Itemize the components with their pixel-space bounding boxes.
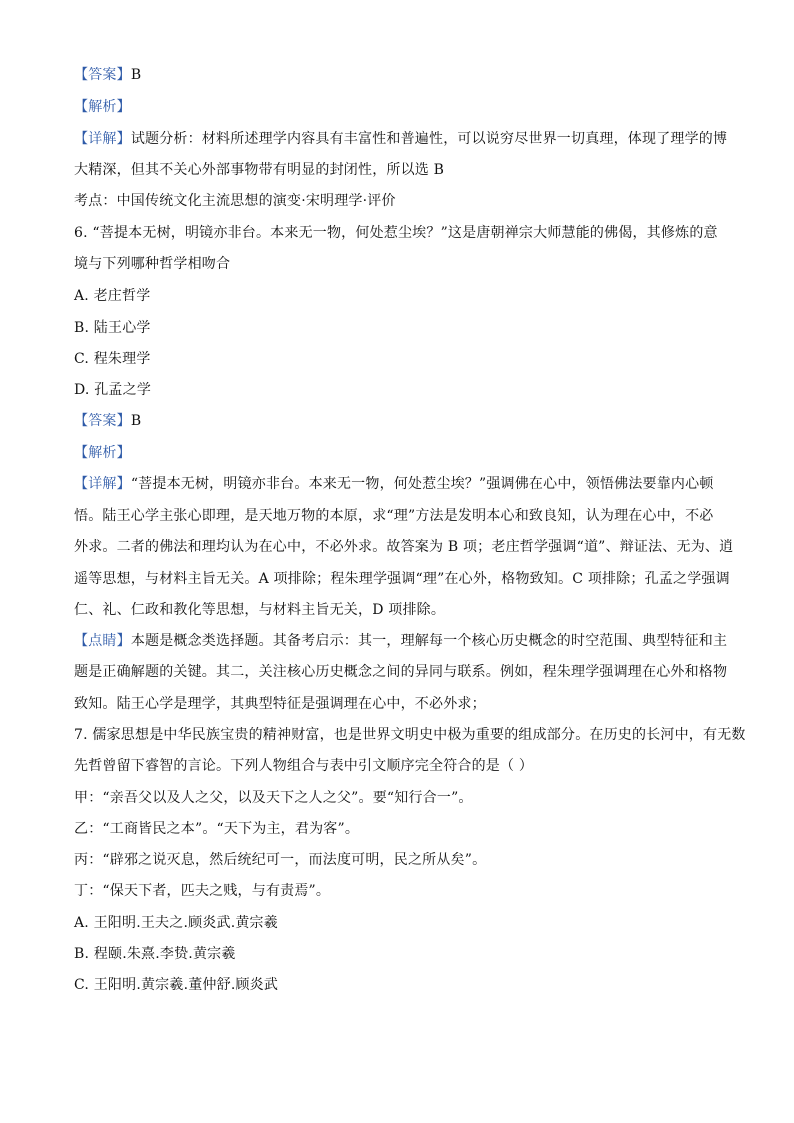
question-6-stem-continued (74, 256, 724, 272)
quote-jia-text: 甲：“亲吾父以及人之父，以及天下之人之父”。要“知行合一”。 (74, 790, 473, 806)
quote-bing (74, 852, 724, 868)
question-7-option-b (74, 946, 724, 962)
detail-continued-text: 大精深，但其不关心外部事物带有明显的封闭性，所以选 B (74, 162, 445, 178)
detail-continued-line (74, 571, 730, 587)
detail-continued-line (74, 539, 734, 555)
detail-line (74, 476, 724, 492)
quote-bing-text: 丙：“辟邪之说灭息，然后统纪可一，而法度可明，民之所从矣”。 (74, 852, 487, 868)
option-a-text: A. 王阳明.王夫之.顾炎武.黄宗羲 (74, 915, 278, 931)
detail-continued-line (74, 508, 724, 524)
detail-continued-text: 遥等思想，与材料主旨无关。A 项排除；程朱理学强调“理”在心外，格物致知。C 项排除；孔孟之学强调 (74, 571, 730, 587)
option-d-text: D. 孔孟之学 (74, 382, 152, 398)
option-b-text: B. 陆王心学 (74, 320, 151, 336)
detail-tag: 【详解】 (74, 476, 131, 492)
question-7-stem-continued (74, 758, 724, 774)
question-7-stem-text: 7. 儒家思想是中华民族宝贵的精神财富，也是世界文明史中极为重要的组成部分。在历史的长河中，有无数 (74, 727, 746, 743)
exam-point-text: 考点：中国传统文化主流思想的演变·宋明理学·评价 (74, 193, 396, 209)
question-6-option-a (74, 288, 724, 304)
question-6-stem-text: 6. “菩提本无树，明镜亦非台。本来无一物，何处惹尘埃？”这是唐朝禅宗大师慧能的佛偈，其修炼的意 (74, 225, 718, 241)
option-c-text: C. 王阳明.黄宗羲.董仲舒.顾炎武 (74, 977, 279, 993)
answer-tag: 【答案】 (74, 413, 131, 429)
quote-jia (74, 790, 724, 806)
key-point-text: 本题是概念类选择题。其备考启示：其一，理解每一个核心历史概念的时空范围、典型特征和主 (130, 633, 728, 649)
question-6-option-c (74, 351, 724, 367)
exam-point-line (74, 193, 724, 209)
key-point-continued-line (74, 696, 724, 712)
question-7-stem-continued-text: 先哲曾留下睿智的言论。下列人物组合与表中引文顺序完全符合的是（ ） (74, 758, 534, 774)
analysis-tag: 【解析】 (74, 99, 131, 115)
question-6-option-b (74, 320, 724, 336)
answer-line (74, 413, 724, 429)
detail-tag: 【详解】 (74, 131, 131, 147)
quote-ding-text: 丁：“保天下者，匹夫之贱，与有责焉”。 (74, 883, 331, 899)
question-7-stem (74, 727, 746, 743)
answer-text: B (130, 413, 142, 429)
detail-continued-line (74, 162, 724, 178)
key-point-continued-text: 题是正确解题的关键。其二，关注核心历史概念之间的异同与联系。例如，程朱理学强调理在心外和格物 (74, 664, 728, 680)
key-point-tag: 【点睛】 (74, 633, 131, 649)
key-point-line (74, 633, 728, 649)
question-7-option-a (74, 915, 724, 931)
detail-text: “菩提本无树，明镜亦非台。本来无一物，何处惹尘埃？”强调佛在心中，领悟佛法要靠内心顿 (130, 476, 714, 492)
option-b-text: B. 程颐.朱熹.李贽.黄宗羲 (74, 946, 236, 962)
option-c-text: C. 程朱理学 (74, 351, 151, 367)
detail-continued-text: 外求。二者的佛法和理均认为在心中，不必外求。故答案为 B 项；老庄哲学强调“道”、辩证法、无为、逍 (74, 539, 734, 555)
question-7-option-c (74, 977, 724, 993)
analysis-tag: 【解析】 (74, 445, 131, 461)
quote-yi-text: 乙：“工商皆民之本”。“天下为主，君为客”。 (74, 821, 360, 837)
analysis-line (74, 99, 724, 115)
answer-text: B (130, 67, 142, 83)
detail-line (74, 131, 728, 147)
detail-continued-line (74, 602, 724, 618)
detail-continued-text: 悟。陆王心学主张心即理，是天地万物的本原，求“理”方法是发明本心和致良知，认为理在心中，不必 (74, 508, 714, 524)
detail-continued-text: 仁、礼、仁政和教化等思想，与材料主旨无关，D 项排除。 (74, 602, 446, 618)
answer-tag: 【答案】 (74, 67, 131, 83)
quote-ding (74, 883, 724, 899)
analysis-line (74, 445, 724, 461)
question-6-stem-continued-text: 境与下列哪种哲学相吻合 (74, 256, 231, 272)
question-6-stem (74, 225, 724, 241)
detail-text: 试题分析：材料所述理学内容具有丰富性和普遍性，可以说穷尽世界一切真理，体现了理学的博 (130, 131, 728, 147)
quote-yi (74, 821, 724, 837)
key-point-continued-text: 致知。陆王心学是理学，其典型特征是强调理在心中，不必外求； (74, 696, 486, 712)
key-point-continued-line (74, 664, 728, 680)
answer-line (74, 67, 724, 83)
question-6-option-d (74, 382, 724, 398)
option-a-text: A. 老庄哲学 (74, 288, 151, 304)
